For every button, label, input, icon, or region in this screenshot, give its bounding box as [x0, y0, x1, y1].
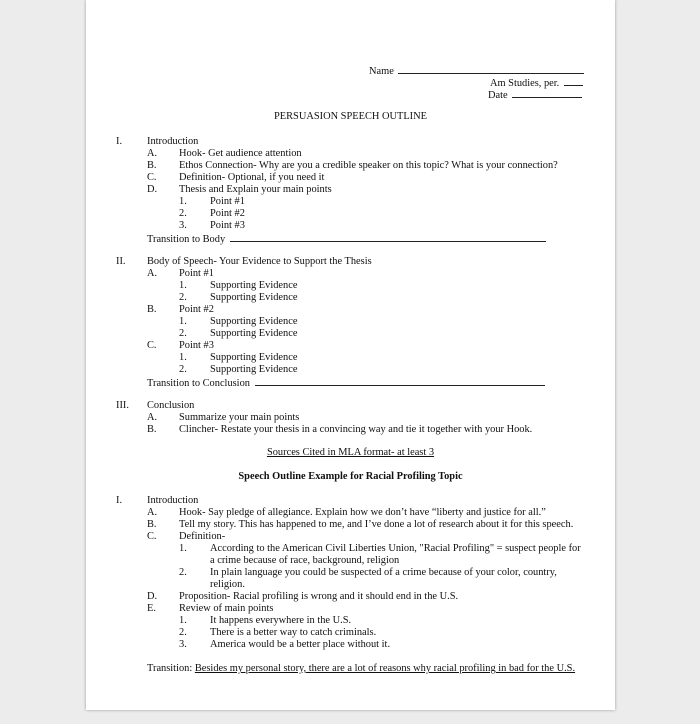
example-transition-text: Besides my personal story, there are a lot of reasons why racial profiling in bad for the U.S. [194, 663, 576, 674]
list-item: Ethos Connection- Why are you a credible speaker on this topic? What is your connection? [179, 160, 558, 171]
name-blank [398, 64, 584, 74]
list-marker: 2. [179, 292, 187, 303]
list-marker: 2. [179, 328, 187, 339]
list-marker: 3. [179, 639, 187, 650]
date-field[interactable] [488, 88, 582, 102]
list-marker: 2. [179, 208, 187, 219]
list-item: Point #2 [179, 304, 214, 315]
list-marker: 1. [179, 615, 187, 626]
list-marker: 1. [179, 543, 187, 554]
example-title: Speech Outline Example for Racial Profiling Topic [238, 471, 463, 482]
list-marker: C. [147, 531, 157, 542]
list-item: Definition- [179, 531, 226, 542]
outline-heading-example-intro: Introduction [147, 495, 199, 506]
list-marker: 1. [179, 352, 187, 363]
list-item: Supporting Evidence [210, 352, 298, 363]
outline-num-conclusion: III. [116, 400, 129, 411]
sources-heading: Sources Cited in MLA format- at least 3 [266, 447, 435, 458]
transition-conclusion-label: Transition to Conclusion [147, 378, 250, 389]
list-marker: C. [147, 340, 157, 351]
transition-conclusion-field[interactable] [147, 376, 545, 390]
outline-heading-conclusion: Conclusion [147, 400, 195, 411]
list-item: Point #3 [210, 220, 245, 231]
list-item: Review of main points [179, 603, 274, 614]
list-item: According to the American Civil Liberties Union, "Racial Profiling" = suspect people for [210, 543, 581, 554]
list-marker: 2. [179, 364, 187, 375]
list-marker: B. [147, 424, 157, 435]
page-title: PERSUASION SPEECH OUTLINE [274, 111, 427, 122]
list-marker: B. [147, 304, 157, 315]
list-marker: B. [147, 519, 157, 530]
list-marker: B. [147, 160, 157, 171]
class-label: Am Studies, per. [490, 78, 560, 89]
list-marker: A. [147, 507, 158, 518]
list-marker: D. [147, 591, 158, 602]
list-marker: A. [147, 148, 158, 159]
outline-num-body: II. [116, 256, 126, 267]
outline-num-intro: I. [116, 136, 123, 147]
outline-heading-body: Body of Speech- Your Evidence to Support the Thesis [147, 256, 372, 267]
list-item-continued: religion. [210, 579, 245, 590]
list-item: America would be a better place without it. [210, 639, 391, 650]
list-item: Supporting Evidence [210, 292, 298, 303]
list-item: There is a better way to catch criminals. [210, 627, 377, 638]
list-item: Point #1 [179, 268, 214, 279]
document-page [86, 0, 615, 710]
list-item: Point #1 [210, 196, 245, 207]
list-item: Supporting Evidence [210, 364, 298, 375]
list-item: In plain language you could be suspected of a crime because of your color, country, [210, 567, 557, 578]
list-item: Proposition- Racial profiling is wrong and it should end in the U.S. [179, 591, 459, 602]
example-transition-label: Transition: [147, 663, 193, 674]
date-label: Date [488, 90, 508, 101]
list-marker: 3. [179, 220, 187, 231]
list-marker: D. [147, 184, 158, 195]
transition-body-blank [230, 232, 546, 242]
list-item: Thesis and Explain your main points [179, 184, 332, 195]
transition-conclusion-blank [255, 376, 545, 386]
list-marker: C. [147, 172, 157, 183]
example-transition [147, 663, 575, 675]
list-item: Point #2 [210, 208, 245, 219]
list-item: Hook- Get audience attention [179, 148, 302, 159]
list-item: Supporting Evidence [210, 280, 298, 291]
list-item: Summarize your main points [179, 412, 300, 423]
list-item: Definition- Optional, if you need it [179, 172, 325, 183]
list-marker: 2. [179, 567, 187, 578]
list-item: Hook- Say pledge of allegiance. Explain how we don’t have “liberty and justice for all.” [179, 507, 546, 518]
list-item: Tell my story. This has happened to me, and I’ve done a lot of research about it for this speech. [179, 519, 574, 530]
list-item: It happens everywhere in the U.S. [210, 615, 352, 626]
outline-num-example-intro: I. [116, 495, 123, 506]
list-marker: A. [147, 412, 158, 423]
list-item: Point #3 [179, 340, 214, 351]
transition-body-field[interactable] [147, 232, 546, 246]
list-marker: A. [147, 268, 158, 279]
list-item: Supporting Evidence [210, 316, 298, 327]
list-marker: 1. [179, 280, 187, 291]
list-item-continued: a crime because of race, background, religion [210, 555, 400, 566]
class-blank [564, 76, 583, 86]
name-label: Name [369, 66, 394, 77]
list-marker: E. [147, 603, 156, 614]
list-marker: 1. [179, 316, 187, 327]
list-marker: 1. [179, 196, 187, 207]
transition-body-label: Transition to Body [147, 234, 226, 245]
date-blank [512, 88, 582, 98]
outline-heading-intro: Introduction [147, 136, 199, 147]
list-marker: 2. [179, 627, 187, 638]
list-item: Clincher- Restate your thesis in a convincing way and tie it together with your Hook. [179, 424, 533, 435]
list-item: Supporting Evidence [210, 328, 298, 339]
